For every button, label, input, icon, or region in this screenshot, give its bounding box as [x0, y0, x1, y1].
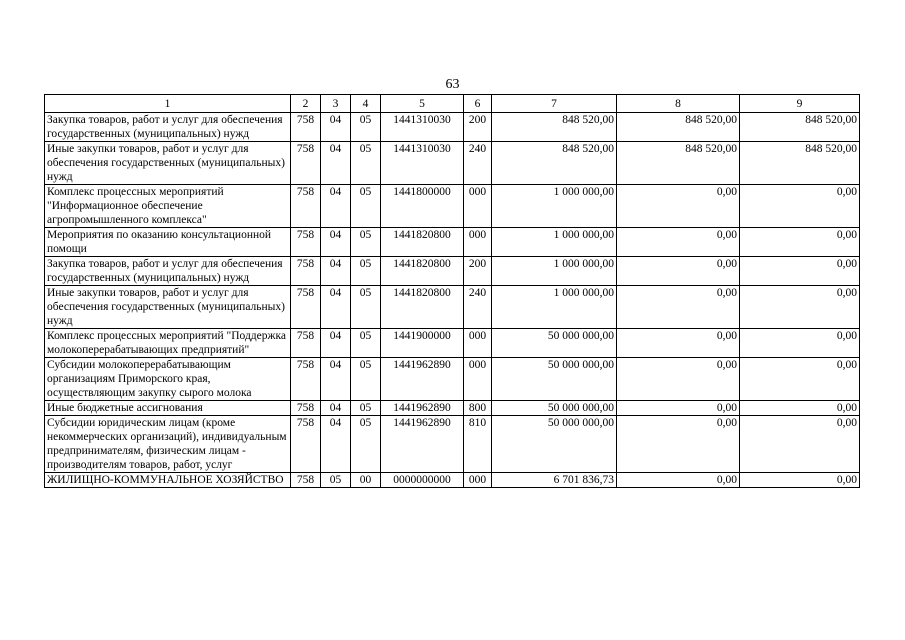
section-code: 04 [321, 113, 351, 142]
amount-col-8: 0,00 [617, 416, 740, 473]
target-article-code: 1441820800 [381, 257, 464, 286]
header-cell: 9 [740, 95, 860, 113]
expense-type-code: 810 [464, 416, 492, 473]
row-description: Иные бюджетные ассигнования [45, 401, 291, 416]
target-article-code: 1441962890 [381, 401, 464, 416]
subsection-code: 05 [351, 401, 381, 416]
amount-col-9: 0,00 [740, 358, 860, 401]
section-code: 04 [321, 416, 351, 473]
page-number: 63 [445, 77, 460, 92]
row-description: Закупка товаров, работ и услуг для обеспечения государственных (муниципальных) нужд [45, 113, 291, 142]
amount-col-7: 50 000 000,00 [492, 329, 617, 358]
row-description: Закупка товаров, работ и услуг для обеспечения государственных (муниципальных) нужд [45, 257, 291, 286]
row-description: Субсидии юридическим лицам (кроме некоммерческих организаций), индивидуальным предпринимателям, физическим лицам - производителям товаров, работ, услуг [45, 416, 291, 473]
amount-col-9: 848 520,00 [740, 142, 860, 185]
amount-col-9: 0,00 [740, 401, 860, 416]
table-row [45, 329, 860, 358]
amount-col-8: 0,00 [617, 257, 740, 286]
section-code: 04 [321, 286, 351, 329]
gr-code: 758 [291, 113, 321, 142]
amount-col-8: 0,00 [617, 358, 740, 401]
target-article-code: 1441962890 [381, 416, 464, 473]
amount-col-9: 848 520,00 [740, 113, 860, 142]
expense-type-code: 240 [464, 142, 492, 185]
target-article-code: 1441800000 [381, 185, 464, 228]
amount-col-8: 848 520,00 [617, 142, 740, 185]
section-code: 04 [321, 185, 351, 228]
subsection-code: 05 [351, 329, 381, 358]
amount-col-8: 0,00 [617, 329, 740, 358]
amount-col-7: 1 000 000,00 [492, 185, 617, 228]
section-code: 04 [321, 257, 351, 286]
expense-type-code: 000 [464, 185, 492, 228]
row-description: Комплекс процессных мероприятий "Информационное обеспечение агропромышленного комплекса" [45, 185, 291, 228]
gr-code: 758 [291, 286, 321, 329]
subsection-code: 05 [351, 185, 381, 228]
row-description: Мероприятия по оказанию консультационной помощи [45, 228, 291, 257]
gr-code: 758 [291, 329, 321, 358]
amount-col-8: 0,00 [617, 473, 740, 488]
target-article-code: 1441310030 [381, 142, 464, 185]
expense-type-code: 000 [464, 358, 492, 401]
subsection-code: 05 [351, 113, 381, 142]
expense-type-code: 800 [464, 401, 492, 416]
amount-col-7: 6 701 836,73 [492, 473, 617, 488]
expense-type-code: 000 [464, 329, 492, 358]
expense-type-code: 240 [464, 286, 492, 329]
section-code: 05 [321, 473, 351, 488]
amount-col-7: 1 000 000,00 [492, 286, 617, 329]
amount-col-7: 50 000 000,00 [492, 416, 617, 473]
subsection-code: 05 [351, 416, 381, 473]
section-code: 04 [321, 142, 351, 185]
table-row [45, 142, 860, 185]
gr-code: 758 [291, 401, 321, 416]
amount-col-9: 0,00 [740, 416, 860, 473]
header-row [45, 95, 860, 113]
expense-type-code: 200 [464, 113, 492, 142]
header-cell: 3 [321, 95, 351, 113]
header-cell: 4 [351, 95, 381, 113]
table-row [45, 113, 860, 142]
target-article-code: 1441820800 [381, 228, 464, 257]
amount-col-9: 0,00 [740, 185, 860, 228]
amount-col-8: 0,00 [617, 286, 740, 329]
amount-col-7: 50 000 000,00 [492, 401, 617, 416]
header-cell: 2 [291, 95, 321, 113]
section-code: 04 [321, 228, 351, 257]
gr-code: 758 [291, 228, 321, 257]
header-cell: 1 [45, 95, 291, 113]
amount-col-9: 0,00 [740, 286, 860, 329]
amount-col-9: 0,00 [740, 473, 860, 488]
table-row [45, 286, 860, 329]
target-article-code: 1441962890 [381, 358, 464, 401]
table-row [45, 416, 860, 473]
row-description: Комплекс процессных мероприятий "Поддержка молокоперерабатывающих предприятий" [45, 329, 291, 358]
gr-code: 758 [291, 473, 321, 488]
gr-code: 758 [291, 257, 321, 286]
budget-table [44, 94, 860, 488]
header-cell: 7 [492, 95, 617, 113]
row-description: Иные закупки товаров, работ и услуг для обеспечения государственных (муниципальных) нужд [45, 286, 291, 329]
table-row [45, 358, 860, 401]
table-row [45, 473, 860, 488]
gr-code: 758 [291, 416, 321, 473]
subsection-code: 05 [351, 257, 381, 286]
target-article-code: 1441900000 [381, 329, 464, 358]
subsection-code: 05 [351, 286, 381, 329]
amount-col-7: 1 000 000,00 [492, 257, 617, 286]
target-article-code: 1441820800 [381, 286, 464, 329]
amount-col-8: 0,00 [617, 185, 740, 228]
amount-col-7: 50 000 000,00 [492, 358, 617, 401]
table-row [45, 257, 860, 286]
section-code: 04 [321, 358, 351, 401]
gr-code: 758 [291, 358, 321, 401]
gr-code: 758 [291, 185, 321, 228]
amount-col-8: 0,00 [617, 401, 740, 416]
subsection-code: 05 [351, 358, 381, 401]
amount-col-7: 1 000 000,00 [492, 228, 617, 257]
table-row [45, 401, 860, 416]
amount-col-9: 0,00 [740, 329, 860, 358]
amount-col-9: 0,00 [740, 257, 860, 286]
target-article-code: 0000000000 [381, 473, 464, 488]
section-code: 04 [321, 401, 351, 416]
amount-col-7: 848 520,00 [492, 142, 617, 185]
section-code: 04 [321, 329, 351, 358]
expense-type-code: 200 [464, 257, 492, 286]
row-description: Субсидии молокоперерабатывающим организациям Приморского края, осуществляющим закупку сырого молока [45, 358, 291, 401]
row-description: ЖИЛИЩНО-КОММУНАЛЬНОЕ ХОЗЯЙСТВО [45, 473, 291, 488]
expense-type-code: 000 [464, 473, 492, 488]
amount-col-9: 0,00 [740, 228, 860, 257]
subsection-code: 05 [351, 228, 381, 257]
amount-col-8: 848 520,00 [617, 113, 740, 142]
header-cell: 6 [464, 95, 492, 113]
subsection-code: 05 [351, 142, 381, 185]
expense-type-code: 000 [464, 228, 492, 257]
table-row [45, 185, 860, 228]
header-cell: 8 [617, 95, 740, 113]
amount-col-8: 0,00 [617, 228, 740, 257]
table-row [45, 228, 860, 257]
header-cell: 5 [381, 95, 464, 113]
row-description: Иные закупки товаров, работ и услуг для обеспечения государственных (муниципальных) нужд [45, 142, 291, 185]
gr-code: 758 [291, 142, 321, 185]
subsection-code: 00 [351, 473, 381, 488]
target-article-code: 1441310030 [381, 113, 464, 142]
amount-col-7: 848 520,00 [492, 113, 617, 142]
